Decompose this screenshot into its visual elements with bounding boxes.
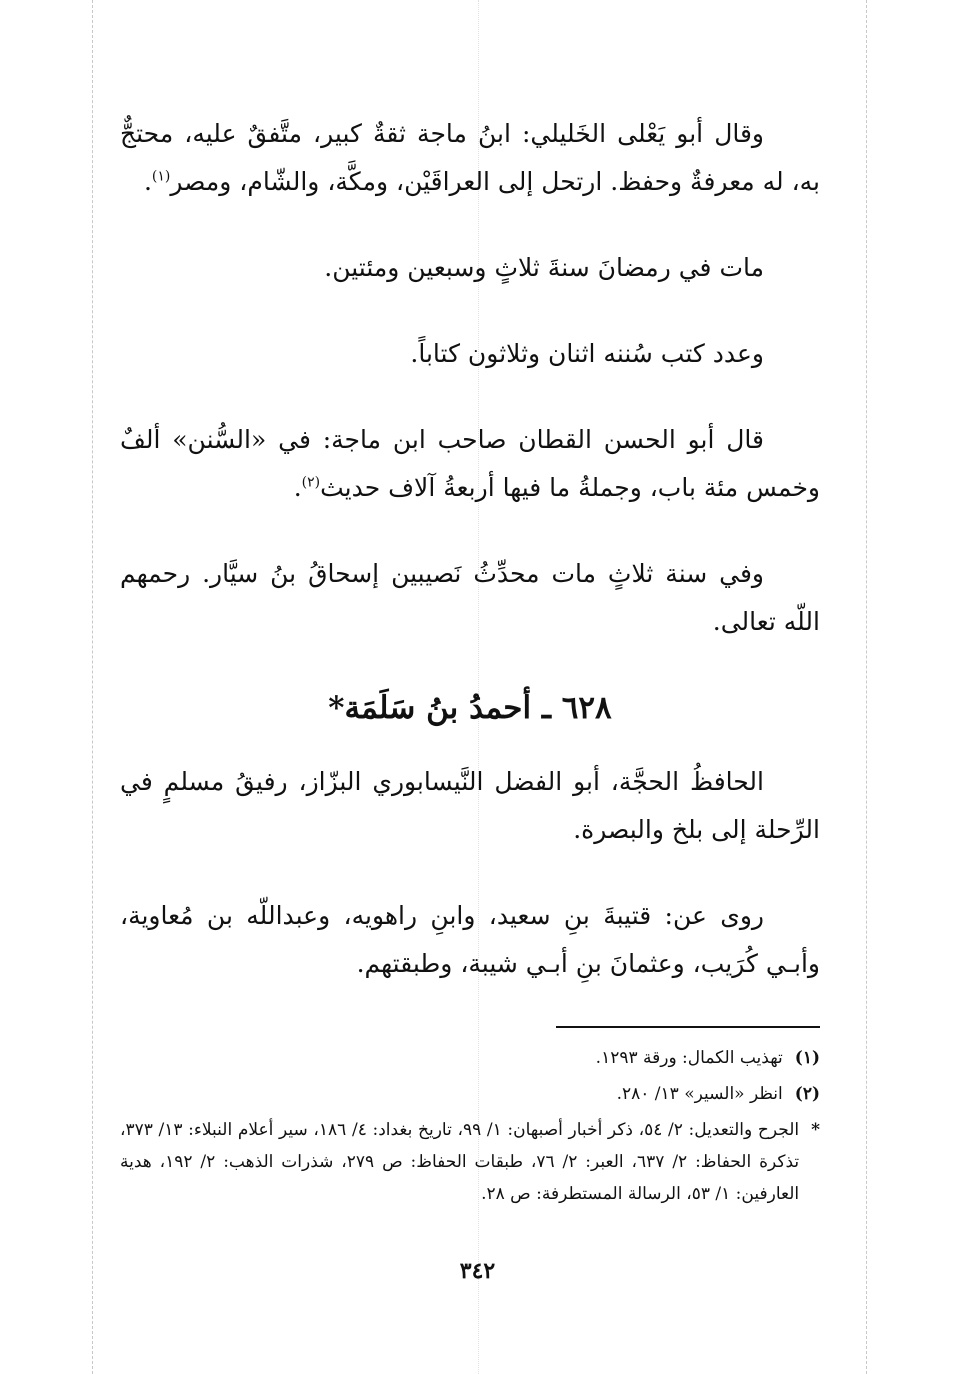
footnote-text: تهذيب الكمال: ورقة ١٢٩٣.	[595, 1048, 783, 1068]
period: .	[143, 167, 152, 196]
scan-edge-left	[92, 0, 93, 1374]
paragraph-death: مات في رمضانَ سنةَ ثلاثٍ وسبعين ومئتين.	[324, 253, 764, 282]
page-number: ٣٤٢	[459, 1258, 496, 1284]
footnote-mark: *	[811, 1120, 820, 1140]
entry-heading: ٦٢٨ ـ أحمدُ بنُ سَلَمَة*	[328, 690, 612, 726]
paragraph-khalili-text: وقال أبو يَعْلى الخَليلي: ابنُ ماجة ثقةٌ كبير، متَّفقٌ عليه، محتجٌّ به، له معرفةٌ وحفظ. ارتحل إلى العراقَيْن، ومكَّة، والشّام، ومصر	[120, 119, 820, 196]
footnote-text: الجرح والتعديل: ٢/ ٥٤، ذكر أخبار أصبهان: ١/ ٩٩، تاريخ بغداد: ٤/ ١٨٦، سير أعلام النبلاء: ١٣/ ٣٧٣، تذكرة الحفاظ: ٢/ ٦٣٧، العبر: ٢/ ٧٦، طبقات الحفاظ: ص ٢٧٩، شذرات الذهب: ٢/ ١٩٢، هدية العارفين: ١/ ٥٣، الرسالة المستطرفة: ص ٢٨.	[120, 1120, 800, 1204]
paragraph-khalili	[120, 110, 820, 206]
period: .	[293, 473, 302, 502]
paragraph-ishaq: وفي سنة ثلاثٍ مات محدِّثُ نَصيبين إسحاقُ بنُ سيَّار. رحمهم اللّه تعالى.	[120, 559, 820, 636]
scan-edge-right	[866, 0, 867, 1374]
page-body	[120, 110, 820, 1214]
footnote-2	[120, 1078, 820, 1110]
footnotes	[120, 1042, 820, 1210]
footnote-mark: (١)	[794, 1048, 820, 1068]
footnote-star	[120, 1114, 820, 1210]
footnote-ref-1: (١)	[151, 168, 171, 185]
paragraph-narrated-from: روى عن: قتيبةَ بنِ سعيد، وابنِ راهويه، وعبداللّه بن مُعاوية، وأبـي كُرَيب، وعثمانَ بنِ أبـي شيبة، وطبقتهم.	[120, 901, 820, 978]
paragraph-qattan-text: قال أبو الحسن القطان صاحب ابن ماجة: في «السُّنن» ألفٌ وخمس مئة باب، وجملةُ ما فيها أربعةُ آلاف حديث	[120, 425, 820, 502]
footnote-mark: (٢)	[794, 1084, 820, 1104]
paragraph-qattan	[120, 416, 820, 512]
footnote-text: انظر «السير» ١٣/ ٢٨٠.	[616, 1084, 783, 1104]
footnote-1	[120, 1042, 820, 1074]
footnote-ref-2: (٢)	[301, 474, 321, 491]
paragraph-books-count: وعدد كتب سُننه اثنان وثلاثون كتاباً.	[410, 339, 764, 368]
footnote-divider	[556, 1026, 820, 1028]
paragraph-hafiz: الحافظُ الحجَّة، أبو الفضل النَّيسابوري البزّاز، رفيقُ مسلمٍ في الرِّحلة إلى بلخ والبصرة.	[120, 767, 820, 844]
